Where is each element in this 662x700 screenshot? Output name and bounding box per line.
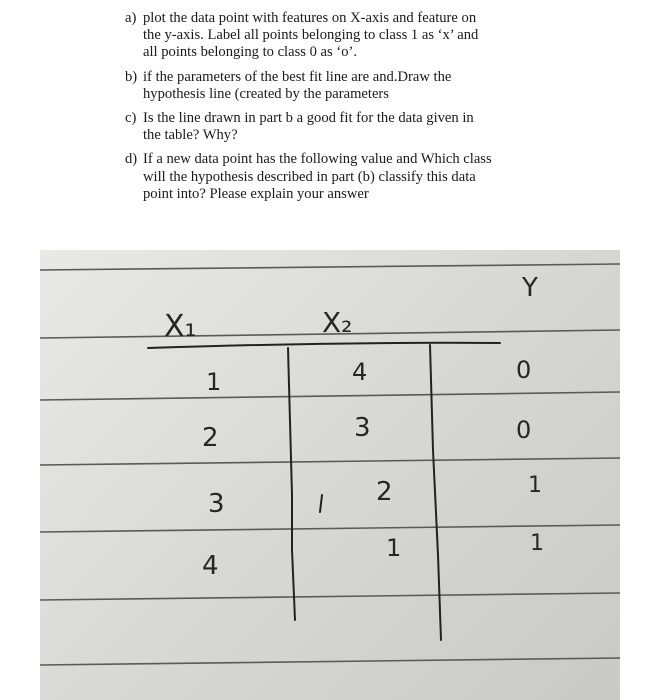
cell-x2: 1 [386,534,402,562]
question-d [125,151,565,203]
question-b [125,69,565,103]
header-y: Y [522,273,538,303]
question-label: a) [125,10,137,26]
question-line: the y-axis. Label all points belonging to class 1 as ‘x’ and [143,27,479,44]
cell-x2: 4 [352,358,368,386]
question-line: point into? Please explain your answer [143,185,369,202]
question-line: Is the line drawn in part b a good fit for the data given in [143,110,474,127]
handwritten-table-photo [40,250,620,700]
question-a [125,10,565,62]
question-line: all points belonging to class 0 as ‘o’. [143,44,358,61]
questions-block [125,10,565,210]
cell-x1: 2 [202,423,219,453]
cell-y: 0 [516,356,532,384]
cell-x1: 1 [206,368,222,396]
column-divider-left [288,348,295,620]
cell-x2: 2 [376,477,393,507]
question-line: will the hypothesis described in part (b) classify this data [143,168,476,185]
cell-y: 1 [530,531,544,556]
cell-x1: 3 [208,489,225,519]
cell-y: 1 [528,473,542,498]
question-label: b) [125,68,138,85]
question-label: c) [125,110,137,127]
cell-x2: 3 [354,413,371,443]
question-line: plot the data point with features on X-axis and feature on [143,10,477,26]
header-x2: X₂ [322,306,353,339]
pen-stroke [320,495,322,512]
question-line: the table? Why? [143,127,238,144]
question-line: If a new data point has the following value and Which class [143,151,492,168]
header-underline [148,343,500,348]
question-c [125,110,565,144]
question-label: d) [125,151,138,168]
header-x1: X₁ [164,309,197,344]
cell-y: 0 [516,416,532,444]
notebook-page [40,250,620,700]
question-line: hypothesis line (created by the parameters [143,85,389,102]
cell-x1: 4 [202,551,219,581]
question-line: if the parameters of the best fit line are and.Draw the [143,68,452,85]
